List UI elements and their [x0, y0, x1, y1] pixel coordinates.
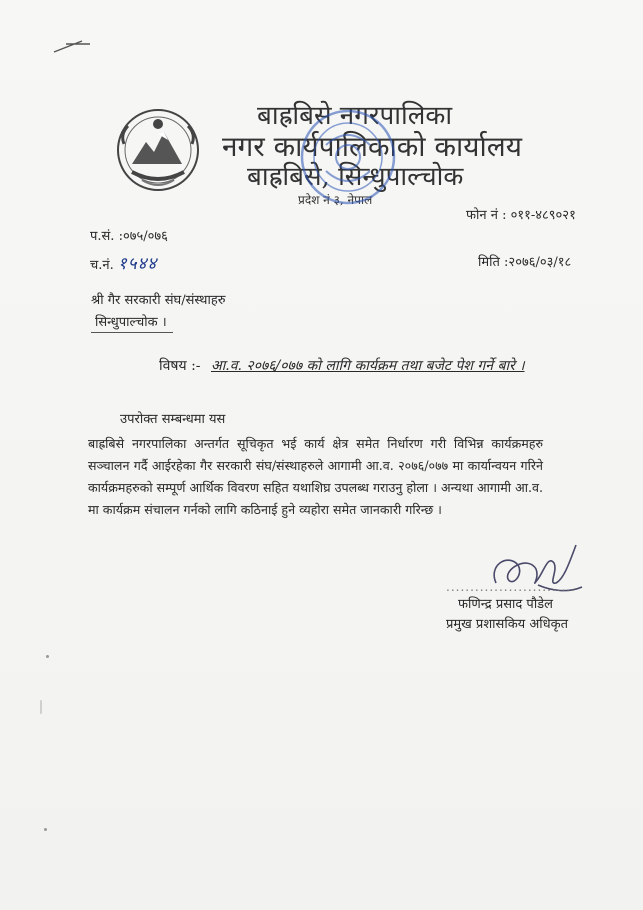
- letterhead-office: नगर कार्यपालिकाको कार्यालय: [222, 130, 522, 163]
- scan-speck: [40, 700, 42, 714]
- letterhead-province: प्रदेश नं ३, नेपाल: [298, 193, 373, 207]
- signatory-name: फणिन्द्र प्रसाद पौडेल: [458, 597, 553, 612]
- scan-speck: [46, 655, 49, 658]
- dispatch-number: [90, 251, 157, 274]
- subject-line: [159, 356, 525, 375]
- dispatch-label: च.नं.: [90, 258, 114, 273]
- scan-speck: [44, 828, 47, 831]
- greeting: उपरोक्त सम्बन्धमा यस: [120, 412, 226, 427]
- letter-date: मिति :२०७६/०३/१८: [478, 255, 572, 270]
- nepal-emblem-icon: [112, 104, 204, 196]
- recipient-district: सिन्धुपाल्चोक ।: [91, 312, 173, 333]
- letter-reference-number: प.सं. :०७५/०७६: [90, 229, 168, 244]
- subject-text: आ.व. २०७६/०७७ को लागि कार्यक्रम तथा बजेट पेश गर्ने बारे ।: [210, 358, 525, 374]
- subject-label: विषय :-: [159, 358, 201, 374]
- signature-dotted-line: ...........................: [446, 580, 576, 594]
- letterhead-municipality: बाह्रबिसे नगरपालिका: [257, 101, 453, 131]
- letterhead-location: बाह्रबिसे, सिन्धुपाल्चोक: [247, 162, 464, 192]
- official-stamp-icon: [296, 105, 401, 210]
- dispatch-handwritten-number: १५४४: [117, 254, 158, 274]
- signatory-title: प्रमुख प्रशासकिय अधिकृत: [446, 617, 569, 632]
- recipient-line: श्री गैर सरकारी संघ/संस्थाहरु: [91, 293, 226, 308]
- phone-number: फोन नं : ०११-४८९०२१: [466, 208, 576, 223]
- body-paragraph: बाह्रबिसे नगरपालिका अन्तर्गत सूचिकृत भई कार्य क्षेत्र समेत निर्धारण गरी विभिन्न कार्यक्रमहरु सञ्चालन गर्दै आईरहेका गैर सरकारी संघ/संस्थाहरुले आगामी आ.व. २०७६/०७७ मा कार्यान्वयन गरिने कार्यक्रमहरुको सम्पूर्ण आर्थिक विवरण सहित यथाशिघ्र उपलब्ध गराउनु होला । अन्यथा आगामी आ.व. मा कार्यक्रम संचालन गर्नको लागि कठिनाई हुने व्यहोरा समेत जानकारी गरिन्छ ।: [88, 436, 543, 517]
- scan-mark: [52, 38, 92, 54]
